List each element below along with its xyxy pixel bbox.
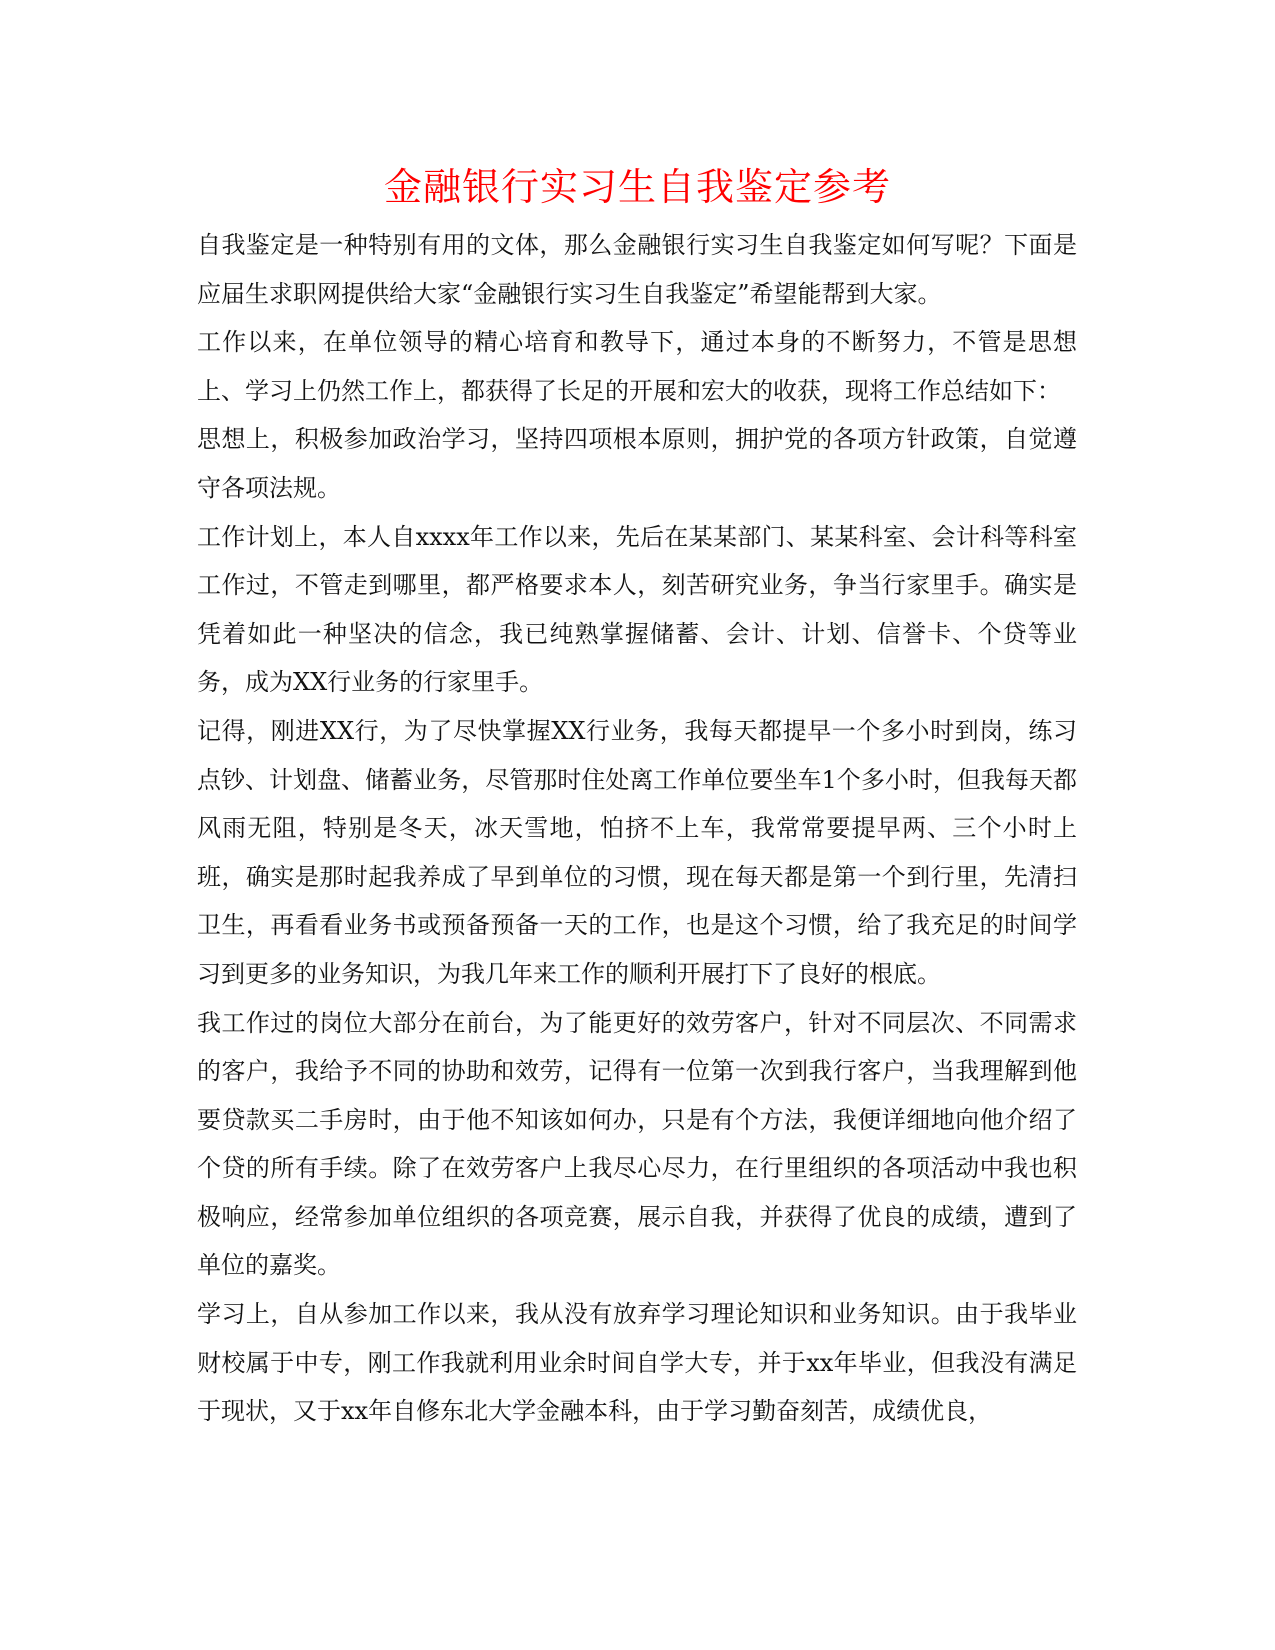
paragraph-customer-service: 我工作过的岗位大部分在前台，为了能更好的效劳客户，针对不同层次、不同需求的客户，我给予不同的协助和效劳，记得有一位第一次到我行客户，当我理解到他要贷款买二手房时，由于他不知该如何办，只是有个方法，我便详细地向他介绍了个贷的所有手续。除了在效劳客户上我尽心尽力，在行里组织的各项活动中我也积极响应，经常参加单位组织的各项竞赛，展示自我，并获得了优良的成绩，遭到了单位的嘉奖。 bbox=[197, 1008, 1077, 1280]
paragraph-intro: 自我鉴定是一种特别有用的文体，那么金融银行实习生自我鉴定如何写呢？下面是应届生求职网提供给大家“金融银行实习生自我鉴定”希望能帮到大家。 bbox=[197, 231, 1077, 308]
paragraph-work-plan: 工作计划上，本人自xxxx年工作以来，先后在某某部门、某某科室、会计科等科室工作过，不管走到哪里，都严格要求本人，刻苦研究业务，争当行家里手。确实是凭着如此一种坚决的信念，我已纯熟掌握储蓄、会计、计划、信誉卡、个贷等业务，成为XX行业务的行家里手。 bbox=[197, 522, 1077, 697]
paragraph-study: 学习上，自从参加工作以来，我从没有放弃学习理论知识和业务知识。由于我毕业财校属于中专，刚工作我就利用业余时间自学大专，并于xx年毕业，但我没有满足于现状，又于xx年自修东北大学金融本科，由于学习勤奋刻苦，成绩优良， bbox=[197, 1300, 1077, 1426]
document-title: 金融银行实习生自我鉴定参考 bbox=[383, 165, 891, 209]
paragraph-ideology: 思想上，积极参加政治学习，坚持四项根本原则，拥护党的各项方针政策，自觉遵守各项法规。 bbox=[197, 425, 1077, 502]
document-body bbox=[197, 221, 1077, 1436]
paragraph-early-days: 记得，刚进XX行，为了尽快掌握XX行业务，我每天都提早一个多小时到岗，练习点钞、计划盘、储蓄业务，尽管那时住处离工作单位要坐车1个多小时，但我每天都风雨无阻，特别是冬天，冰天雪地，怕挤不上车，我常常要提早两、三个小时上班，确实是那时起我养成了早到单位的习惯，现在每天都是第一个到行里，先清扫卫生，再看看业务书或预备预备一天的工作，也是这个习惯，给了我充足的时间学习到更多的业务知识，为我几年来工作的顺利开展打下了良好的根底。 bbox=[197, 716, 1077, 988]
paragraph-work-summary: 工作以来，在单位领导的精心培育和教导下，通过本身的不断努力，不管是思想上、学习上仍然工作上，都获得了长足的开展和宏大的收获，现将工作总结如下： bbox=[197, 328, 1077, 405]
